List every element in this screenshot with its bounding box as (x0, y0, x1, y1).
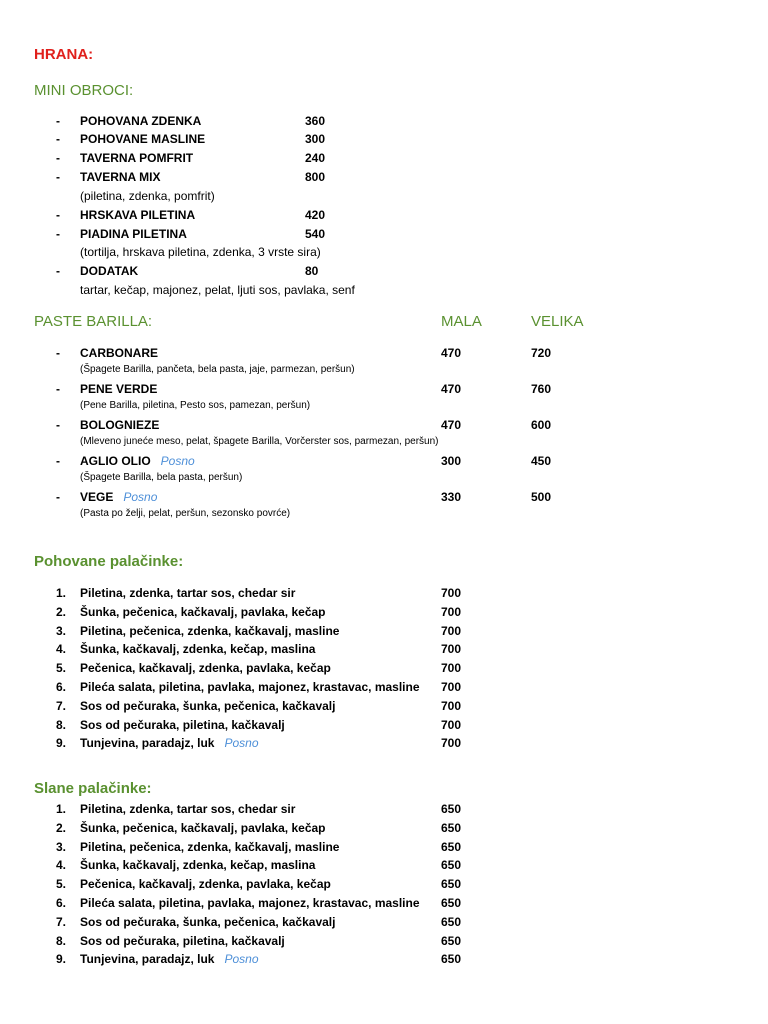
pohovane-item-name (80, 624, 339, 638)
pohovane-item-name (80, 586, 295, 600)
pasta-price-velika: 720 (531, 346, 552, 360)
pasta-item-description: (Špagete Barilla, bela pasta, peršun) (80, 472, 243, 483)
mini-item-name: DODATAK (80, 264, 139, 278)
pohovane-item-price: 700 (441, 680, 462, 694)
pasta-price-mala: 470 (441, 418, 462, 432)
pasta-item-description: (Špagete Barilla, pančeta, bela pasta, jaje, parmezan, peršun) (80, 364, 355, 375)
slane-heading: Slane palačinke: (34, 780, 152, 797)
item-name-text: Piletina, pečenica, zdenka, kačkavalj, masline (80, 623, 340, 638)
posno-tag: Posno (224, 736, 259, 751)
list-number: 2. (56, 820, 67, 835)
list-marker: - (56, 418, 60, 432)
pohovane-item-price: 700 (441, 736, 462, 751)
pasta-price-mala: 470 (441, 346, 462, 360)
list-number: 8. (56, 717, 67, 732)
mini-item-price: 800 (305, 170, 326, 184)
list-number: 5. (56, 877, 67, 892)
slane-item-price: 650 (441, 820, 462, 835)
list-number: 6. (56, 896, 67, 910)
list-number: 3. (56, 839, 67, 854)
mini-item-price: 240 (305, 151, 326, 165)
mini-item-name: POHOVANE MASLINE (80, 132, 206, 146)
slane-item-price: 650 (441, 858, 462, 873)
pasta-price-velika: 500 (531, 490, 552, 504)
pasta-name-text: PENE VERDE (80, 382, 158, 396)
mini-item-name: TAVERNA MIX (80, 170, 161, 184)
slane-item-price: 650 (441, 933, 462, 948)
pasta-price-velika: 760 (531, 382, 552, 396)
pasta-name-text: BOLOGNIEZE (80, 418, 160, 432)
pohovane-item-price: 700 (441, 623, 462, 638)
mini-item-name: TAVERNA POMFRIT (80, 151, 194, 165)
pohovane-item-price: 700 (441, 698, 462, 713)
list-number: 3. (56, 623, 67, 638)
mini-item-description: (piletina, zdenka, pomfrit) (80, 189, 215, 203)
list-marker: - (56, 264, 60, 278)
mini-item-price: 300 (305, 132, 326, 146)
pasta-price-mala: 470 (441, 382, 462, 396)
pasta-name-text: VEGE (80, 490, 114, 504)
item-name-text: Piletina, pečenica, zdenka, kačkavalj, masline (80, 839, 340, 854)
list-marker: - (56, 382, 60, 396)
mini-item-price: 360 (305, 114, 326, 128)
list-number: 7. (56, 698, 67, 713)
mini-item-name: POHOVANA ZDENKA (80, 114, 202, 128)
list-number: 4. (56, 858, 67, 873)
slane-item-name (80, 896, 420, 910)
pasta-price-mala: 300 (441, 454, 462, 468)
list-marker: - (56, 170, 60, 184)
slane-item-name (80, 915, 335, 929)
slane-item-price: 650 (441, 877, 462, 892)
slane-item-name (80, 877, 331, 891)
velika-column-header: VELIKA (531, 313, 584, 330)
pohovane-heading: Pohovane palačinke: (34, 553, 184, 570)
list-marker: - (56, 454, 60, 468)
list-marker: - (56, 132, 60, 146)
list-number: 1. (56, 586, 67, 600)
item-name-text: Piletina, zdenka, tartar sos, chedar sir (80, 802, 296, 816)
slane-item-name (80, 840, 339, 854)
mini-item-description: (tortilja, hrskava piletina, zdenka, 3 vrste sira) (80, 245, 321, 259)
list-number: 5. (56, 661, 67, 676)
slane-item-name (80, 934, 285, 948)
pasta-item-name (80, 418, 159, 432)
mini-item-description: tartar, kečap, majonez, pelat, ljuti sos, pavlaka, senf (80, 283, 355, 297)
pohovane-item-price: 700 (441, 586, 462, 600)
pasta-price-mala: 330 (441, 490, 462, 504)
slane-item-price: 650 (441, 952, 462, 967)
list-marker: - (56, 151, 60, 165)
slane-item-name (80, 858, 315, 872)
item-name-text: Piletina, zdenka, tartar sos, chedar sir (80, 586, 296, 600)
item-name-text: Sos od pečuraka, šunka, pečenica, kačkavalj (80, 698, 336, 713)
item-name-text: Tunjevina, paradajz, luk (80, 736, 215, 751)
list-marker: - (56, 227, 60, 241)
posno-tag: Posno (123, 490, 158, 504)
pasta-name-text: AGLIO OLIO (80, 454, 151, 468)
pasta-item-name (80, 382, 157, 396)
pasta-item-description: (Pasta po želji, pelat, peršun, sezonsko povrće) (80, 508, 291, 519)
posno-tag: Posno (224, 952, 259, 967)
mini-item-price: 540 (305, 227, 326, 241)
posno-tag: Posno (160, 454, 195, 468)
pasta-item-name (80, 490, 157, 504)
mini-item-name: PIADINA PILETINA (80, 227, 187, 241)
pasta-name-text: CARBONARE (80, 346, 158, 360)
item-name-text: Pečenica, kačkavalj, zdenka, pavlaka, kečap (80, 877, 331, 892)
list-number: 9. (56, 952, 67, 967)
paste-heading: PASTE BARILLA: (34, 313, 153, 330)
pohovane-item-name (80, 736, 259, 750)
list-marker: - (56, 114, 60, 128)
list-marker: - (56, 346, 60, 360)
slane-item-price: 650 (441, 914, 462, 929)
pohovane-item-name (80, 718, 285, 732)
list-number: 6. (56, 680, 67, 694)
slane-item-name (80, 821, 326, 835)
mini-heading: MINI OBROCI: (34, 82, 134, 99)
item-name-text: Šunka, kačkavalj, zdenka, kečap, maslina (80, 642, 316, 657)
pohovane-item-name (80, 699, 335, 713)
pohovane-item-price: 700 (441, 642, 462, 657)
list-number: 2. (56, 604, 67, 619)
pasta-item-name (80, 346, 158, 360)
slane-item-price: 650 (441, 896, 462, 910)
pasta-item-description: (Pene Barilla, piletina, Pesto sos, pamezan, peršun) (80, 400, 311, 411)
pasta-price-velika: 450 (531, 454, 552, 468)
item-name-text: Sos od pečuraka, piletina, kačkavalj (80, 717, 285, 732)
pasta-item-description: (Mleveno juneće meso, pelat, špagete Barilla, Vorčerster sos, parmezan, peršun) (80, 436, 439, 447)
pohovane-item-price: 700 (441, 604, 462, 619)
list-number: 7. (56, 914, 67, 929)
item-name-text: Šunka, pečenica, kačkavalj, pavlaka, kečap (80, 604, 326, 619)
pohovane-item-price: 700 (441, 661, 462, 676)
food-heading: HRANA: (34, 46, 94, 63)
list-number: 8. (56, 933, 67, 948)
item-name-text: Pečenica, kačkavalj, zdenka, pavlaka, kečap (80, 661, 331, 676)
item-name-text: Šunka, kačkavalj, zdenka, kečap, maslina (80, 858, 316, 873)
slane-item-name (80, 952, 259, 966)
pohovane-item-name (80, 661, 331, 675)
mini-item-price: 80 (305, 264, 319, 278)
slane-item-price: 650 (441, 802, 462, 816)
pohovane-item-name (80, 605, 326, 619)
item-name-text: Pileća salata, piletina, pavlaka, majonez, krastavac, masline (80, 896, 420, 910)
slane-item-name (80, 802, 295, 816)
list-marker: - (56, 490, 60, 504)
pohovane-item-name (80, 680, 420, 694)
slane-item-price: 650 (441, 839, 462, 854)
item-name-text: Tunjevina, paradajz, luk (80, 952, 215, 967)
pasta-item-name (80, 454, 195, 468)
item-name-text: Pileća salata, piletina, pavlaka, majonez, krastavac, masline (80, 680, 420, 694)
list-number: 4. (56, 642, 67, 657)
item-name-text: Šunka, pečenica, kačkavalj, pavlaka, kečap (80, 820, 326, 835)
item-name-text: Sos od pečuraka, šunka, pečenica, kačkavalj (80, 914, 336, 929)
mala-column-header: MALA (441, 313, 482, 330)
mini-item-name: HRSKAVA PILETINA (80, 208, 196, 222)
list-number: 1. (56, 802, 67, 816)
pohovane-item-price: 700 (441, 717, 462, 732)
list-number: 9. (56, 736, 67, 751)
item-name-text: Sos od pečuraka, piletina, kačkavalj (80, 933, 285, 948)
pohovane-item-name (80, 642, 315, 656)
mini-item-price: 420 (305, 208, 326, 222)
pasta-price-velika: 600 (531, 418, 552, 432)
list-marker: - (56, 208, 60, 222)
